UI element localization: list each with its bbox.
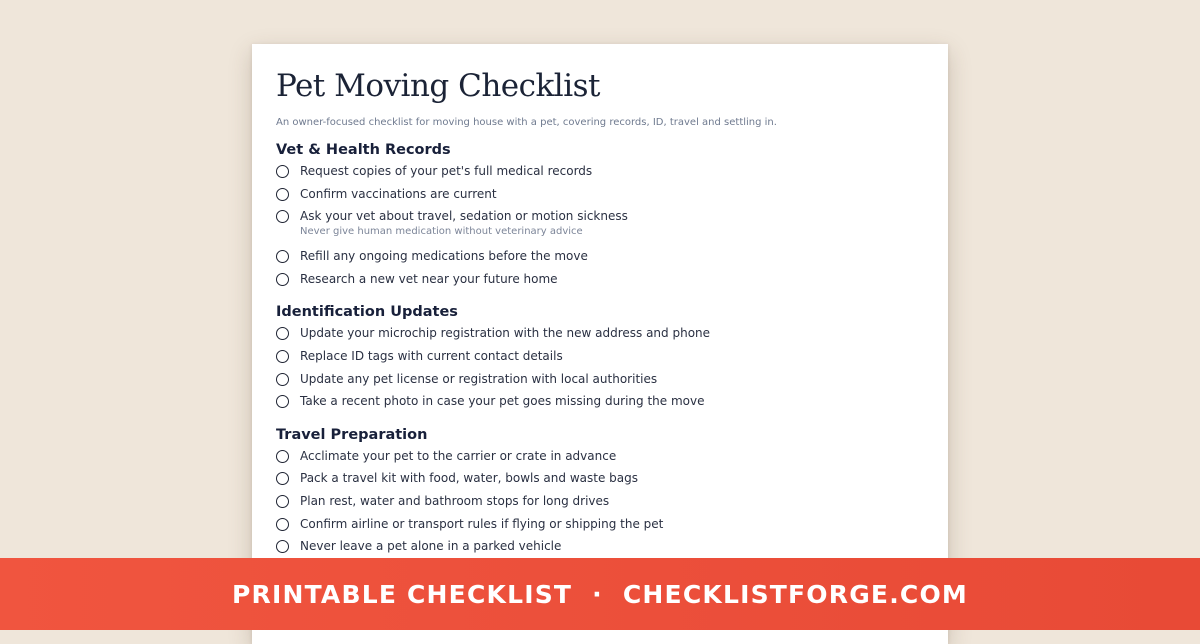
checklist-item-text: Confirm vaccinations are current bbox=[300, 186, 497, 201]
checkbox-circle-icon[interactable] bbox=[276, 495, 289, 508]
checkbox-circle-icon[interactable] bbox=[276, 518, 289, 531]
checklist-item-text: Request copies of your pet's full medical records bbox=[300, 164, 593, 178]
section-identification-updates bbox=[276, 302, 924, 414]
section-heading: Vet & Health Records bbox=[276, 142, 451, 158]
checklist-sheet bbox=[252, 44, 948, 644]
banner-site-link[interactable]: CHECKLISTFORGE.COM bbox=[622, 579, 968, 609]
checkbox-circle-icon[interactable] bbox=[276, 188, 289, 201]
checkbox-circle-icon[interactable] bbox=[276, 373, 289, 386]
checkbox-circle-icon[interactable] bbox=[276, 540, 289, 553]
checklist-item-text: Pack a travel kit with food, water, bowls and waste bags bbox=[300, 471, 638, 486]
checklist-item[interactable] bbox=[276, 162, 924, 185]
checklist-item-text: Take a recent photo in case your pet goes missing during the move bbox=[300, 394, 705, 409]
checklist-item-text: Refill any ongoing medications before the move bbox=[300, 249, 588, 264]
checkbox-circle-icon[interactable] bbox=[276, 273, 289, 286]
checklist-item-text: Plan rest, water and bathroom stops for long drives bbox=[300, 493, 610, 508]
checklist-item-text: Never leave a pet alone in a parked vehicle bbox=[300, 539, 562, 554]
promo-banner bbox=[0, 558, 1200, 630]
checklist-item-text: Research a new vet near your future home bbox=[300, 271, 558, 286]
checklist-item-text: Ask your vet about travel, sedation or motion sickness bbox=[300, 209, 628, 224]
checklist-item[interactable] bbox=[276, 247, 924, 270]
checkbox-circle-icon[interactable] bbox=[276, 250, 289, 263]
checklist-item-text: Update any pet license or registration with local authorities bbox=[300, 371, 658, 386]
checkbox-circle-icon[interactable] bbox=[276, 210, 289, 223]
checkbox-circle-icon[interactable] bbox=[276, 472, 289, 485]
checklist-item[interactable] bbox=[276, 469, 924, 492]
banner-separator: · bbox=[592, 579, 603, 609]
page-subtitle: An owner-focused checklist for moving house with a pet, covering records, ID, travel and settling in. bbox=[276, 117, 777, 128]
checklist-item[interactable] bbox=[276, 270, 924, 293]
checkbox-circle-icon[interactable] bbox=[276, 395, 289, 408]
checklist-item-text: Replace ID tags with current contact details bbox=[300, 348, 563, 363]
checkbox-circle-icon[interactable] bbox=[276, 350, 289, 363]
section-heading: Travel Preparation bbox=[276, 426, 428, 443]
checklist-item-text: Acclimate your pet to the carrier or crate in advance bbox=[300, 448, 617, 463]
checkbox-circle-icon[interactable] bbox=[276, 450, 289, 463]
checklist-item[interactable] bbox=[276, 207, 924, 247]
checklist-item-text: Confirm airline or transport rules if flying or shipping the pet bbox=[300, 516, 664, 531]
checklist-item[interactable] bbox=[276, 392, 924, 415]
checklist-item[interactable] bbox=[276, 324, 924, 347]
checklist-item[interactable] bbox=[276, 537, 924, 560]
section-vet-health-records bbox=[276, 140, 924, 292]
banner-label: PRINTABLE CHECKLIST bbox=[231, 579, 573, 609]
checklist-item-text: Update your microchip registration with the new address and phone bbox=[300, 326, 711, 341]
checklist-item[interactable] bbox=[276, 492, 924, 515]
checklist-item[interactable] bbox=[276, 447, 924, 470]
section-travel-preparation bbox=[276, 425, 924, 560]
checklist-item[interactable] bbox=[276, 370, 924, 393]
checkbox-circle-icon[interactable] bbox=[276, 165, 289, 178]
checklist-item[interactable] bbox=[276, 515, 924, 538]
checkbox-circle-icon[interactable] bbox=[276, 327, 289, 340]
checklist-item-note: Never give human medication without veterinary advice bbox=[300, 226, 583, 238]
section-heading: Identification Updates bbox=[276, 304, 458, 321]
checklist-item[interactable] bbox=[276, 347, 924, 370]
page-title: Pet Moving Checklist bbox=[276, 68, 600, 104]
checklist-item[interactable] bbox=[276, 185, 924, 208]
